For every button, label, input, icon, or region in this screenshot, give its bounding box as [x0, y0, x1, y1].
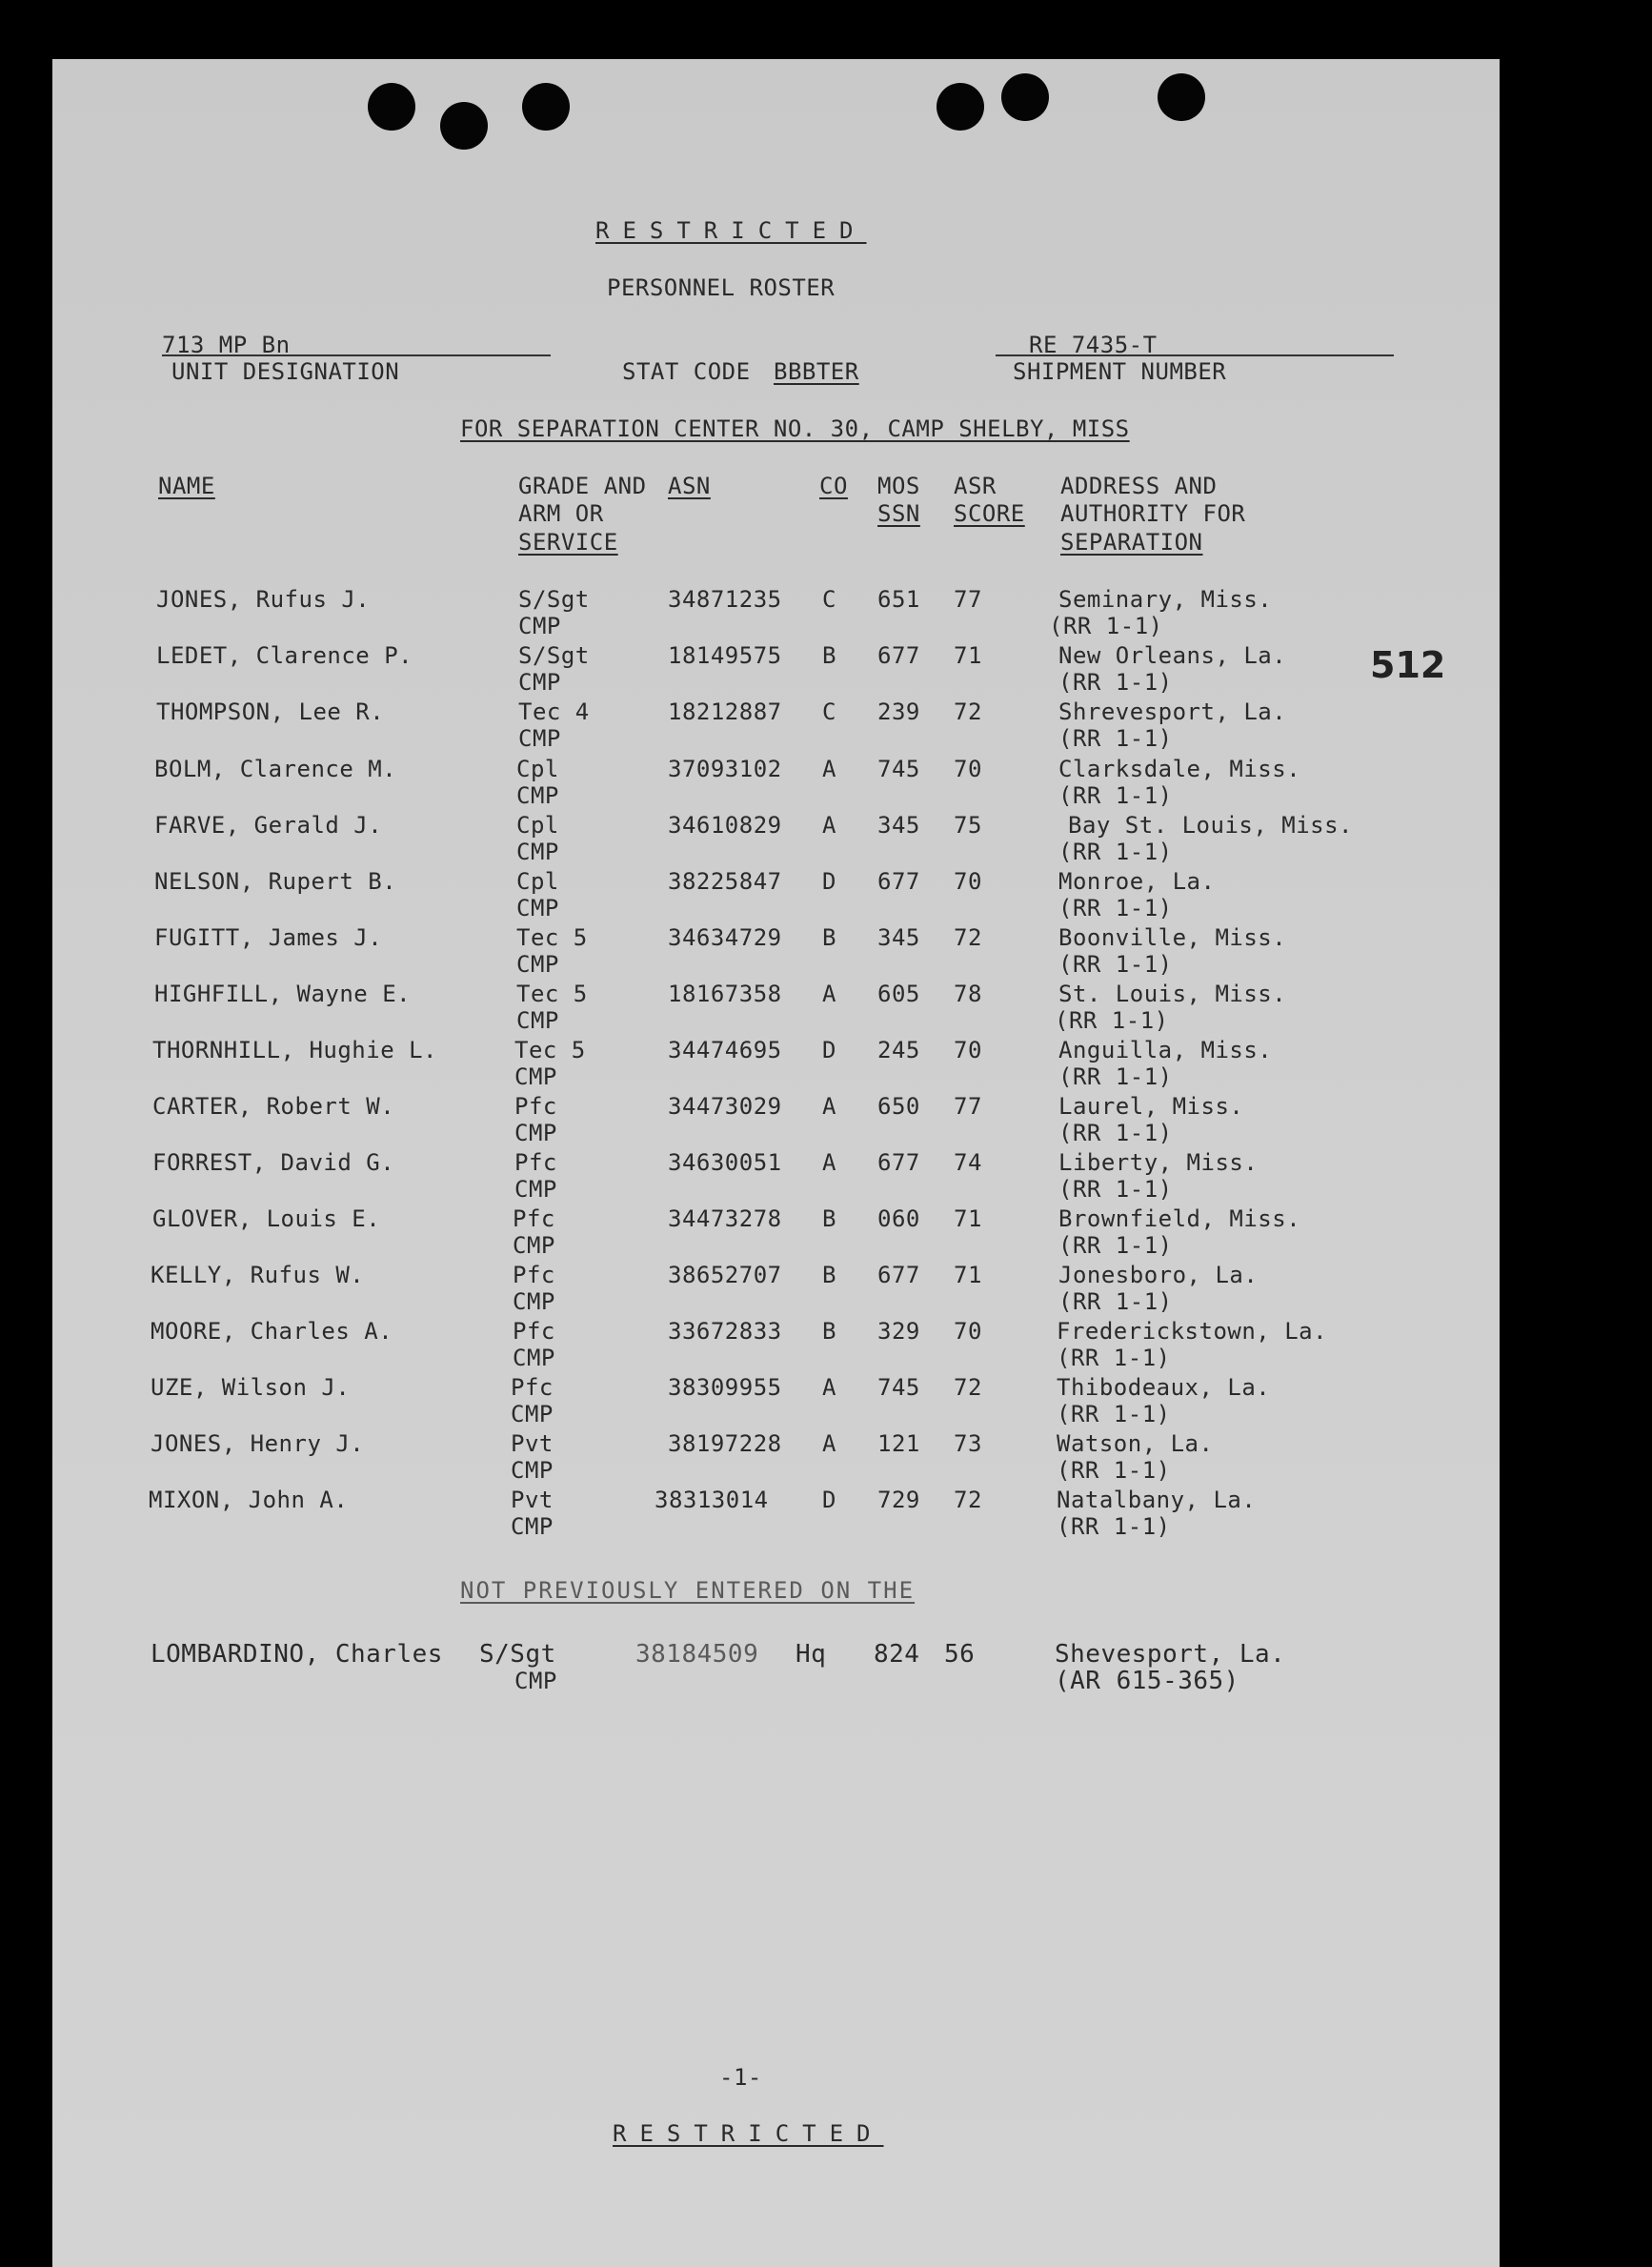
col-asr-l2: SCORE [954, 500, 1025, 527]
row-authority: (RR 1-1) [1049, 613, 1163, 639]
page-number: -1- [719, 2064, 762, 2091]
row-co: D [822, 868, 836, 895]
shipment-number-value: RE 7435-T [1029, 332, 1158, 358]
addendum-row [52, 1641, 1500, 1694]
row-grade: Pvt [511, 1430, 554, 1457]
row-authority: (RR 1-1) [1058, 1176, 1173, 1203]
row-co: B [822, 642, 836, 669]
row-co: A [822, 1430, 836, 1457]
row-grade: Tec 5 [516, 981, 588, 1007]
row-name: FORREST, David G. [152, 1149, 395, 1176]
row-co: D [822, 1037, 836, 1063]
row-arm: CMP [516, 951, 559, 978]
row-grade: Tec 4 [518, 698, 590, 725]
row-co: A [822, 1093, 836, 1120]
row-co: C [822, 586, 836, 613]
row-address: Laurel, Miss. [1058, 1093, 1244, 1120]
row-asn: 34474695 [668, 1037, 782, 1063]
row-asr: 70 [954, 1318, 982, 1345]
punch-hole-1 [368, 83, 415, 131]
row-grade: Pfc [513, 1318, 555, 1345]
row-asr: 71 [954, 1262, 982, 1288]
row-name: LOMBARDINO, Charles [151, 1640, 443, 1669]
row-asn: 38652707 [668, 1262, 782, 1288]
row-mos: 745 [877, 756, 920, 782]
row-grade: Pfc [511, 1374, 554, 1401]
row-co: A [822, 1374, 836, 1401]
row-co: B [822, 1318, 836, 1345]
row-grade: S/Sgt [518, 642, 590, 669]
row-co: A [822, 812, 836, 839]
row-asn: 18212887 [668, 698, 782, 725]
classification-top: RESTRICTED [595, 217, 867, 244]
row-mos: 677 [877, 642, 920, 669]
row-asn: 33672833 [668, 1318, 782, 1345]
row-arm: CMP [513, 1232, 555, 1259]
separation-center: FOR SEPARATION CENTER NO. 30, CAMP SHELBY, MISS [460, 415, 1130, 442]
shipment-number-label: SHIPMENT NUMBER [1013, 358, 1227, 385]
row-authority: (RR 1-1) [1058, 1063, 1173, 1090]
row-grade: Pfc [514, 1093, 557, 1120]
row-arm: CMP [518, 725, 561, 752]
row-mos: 329 [877, 1318, 920, 1345]
row-asn: 38197228 [668, 1430, 782, 1457]
unit-designation-value: 713 MP Bn [162, 332, 291, 358]
row-mos: 060 [877, 1205, 920, 1232]
row-address: Thibodeaux, La. [1057, 1374, 1271, 1401]
row-authority: (RR 1-1) [1058, 951, 1173, 978]
row-address: Boonville, Miss. [1058, 924, 1287, 951]
row-asr: 72 [954, 924, 982, 951]
row-name: JONES, Rufus J. [156, 586, 371, 613]
row-address: Frederickstown, La. [1057, 1318, 1328, 1345]
table-row [52, 698, 1500, 752]
row-asr: 77 [954, 1093, 982, 1120]
row-authority: (RR 1-1) [1058, 839, 1173, 865]
row-authority: (AR 615-365) [1055, 1667, 1239, 1695]
row-mos: 677 [877, 1149, 920, 1176]
row-address: Anguilla, Miss. [1058, 1037, 1273, 1063]
row-co: Hq [796, 1640, 827, 1669]
row-address: Watson, La. [1057, 1430, 1214, 1457]
row-co: A [822, 981, 836, 1007]
row-address: Clarksdale, Miss. [1058, 756, 1301, 782]
row-authority: (RR 1-1) [1058, 725, 1173, 752]
row-address: Natalbany, La. [1057, 1487, 1257, 1513]
row-grade: S/Sgt [479, 1640, 556, 1669]
classification-bottom: RESTRICTED [613, 2120, 884, 2147]
table-row [52, 812, 1500, 865]
table-row [52, 1205, 1500, 1259]
row-arm: CMP [514, 1176, 557, 1203]
roster-page [52, 59, 1500, 2267]
row-name: FUGITT, James J. [154, 924, 383, 951]
row-grade: Pfc [513, 1262, 555, 1288]
row-grade: S/Sgt [518, 586, 590, 613]
row-mos: 239 [877, 698, 920, 725]
table-row [52, 586, 1500, 639]
table-row [52, 1093, 1500, 1146]
row-name: LEDET, Clarence P. [156, 642, 413, 669]
table-row [52, 981, 1500, 1034]
row-name: THORNHILL, Hughie L. [152, 1037, 437, 1063]
row-grade: Pfc [514, 1149, 557, 1176]
table-row [52, 1037, 1500, 1090]
row-name: MIXON, John A. [149, 1487, 349, 1513]
row-grade: Pvt [511, 1487, 554, 1513]
row-address: Shevesport, La. [1055, 1640, 1286, 1669]
row-asr: 78 [954, 981, 982, 1007]
row-co: C [822, 698, 836, 725]
punch-hole-4 [937, 83, 984, 131]
row-address: New Orleans, La. [1058, 642, 1287, 669]
row-asr: 72 [954, 698, 982, 725]
row-authority: (RR 1-1) [1057, 1345, 1171, 1371]
row-name: MOORE, Charles A. [151, 1318, 393, 1345]
row-asr: 70 [954, 1037, 982, 1063]
row-mos: 345 [877, 812, 920, 839]
addendum-heading: NOT PREVIOUSLY ENTERED ON THE [460, 1577, 916, 1604]
row-co: D [822, 1487, 836, 1513]
row-grade: Cpl [516, 812, 559, 839]
unit-designation-line [162, 354, 551, 356]
table-row [52, 868, 1500, 921]
row-arm: CMP [516, 782, 559, 809]
row-asn: 34634729 [668, 924, 782, 951]
row-asr: 56 [944, 1640, 976, 1669]
row-authority: (RR 1-1) [1058, 1232, 1173, 1259]
table-row [52, 1374, 1500, 1427]
document-title: PERSONNEL ROSTER [607, 274, 836, 301]
row-authority: (RR 1-1) [1058, 782, 1173, 809]
shipment-number-line [996, 354, 1394, 356]
row-co: B [822, 1262, 836, 1288]
row-co: A [822, 1149, 836, 1176]
row-co: B [822, 1205, 836, 1232]
row-arm: CMP [516, 839, 559, 865]
col-address-l3: SEPARATION [1060, 529, 1203, 556]
row-name: FARVE, Gerald J. [154, 812, 383, 839]
row-grade: Tec 5 [514, 1037, 586, 1063]
row-arm: CMP [518, 613, 561, 639]
col-address-l2: AUTHORITY FOR [1060, 500, 1246, 527]
table-row [52, 1318, 1500, 1371]
row-asn: 37093102 [668, 756, 782, 782]
row-grade: Cpl [516, 756, 559, 782]
punch-hole-6 [1158, 73, 1205, 121]
row-authority: (RR 1-1) [1055, 1007, 1169, 1034]
row-address: Seminary, Miss. [1058, 586, 1273, 613]
row-asn: 38184509 [635, 1640, 759, 1669]
row-authority: (RR 1-1) [1058, 669, 1173, 696]
row-grade: Pfc [513, 1205, 555, 1232]
row-name: NELSON, Rupert B. [154, 868, 397, 895]
col-mos-l2: SSN [877, 500, 920, 527]
row-arm: CMP [516, 895, 559, 921]
row-authority: (RR 1-1) [1058, 1120, 1173, 1146]
row-authority: (RR 1-1) [1058, 895, 1173, 921]
punch-hole-3 [522, 83, 570, 131]
row-mos: 650 [877, 1093, 920, 1120]
row-asn: 34473278 [668, 1205, 782, 1232]
row-mos: 729 [877, 1487, 920, 1513]
row-name: BOLM, Clarence M. [154, 756, 397, 782]
row-name: KELLY, Rufus W. [151, 1262, 365, 1288]
col-grade-l1: GRADE AND [518, 473, 647, 499]
row-mos: 605 [877, 981, 920, 1007]
row-arm: CMP [513, 1288, 555, 1315]
col-address-l1: ADDRESS AND [1060, 473, 1218, 499]
row-co: A [822, 756, 836, 782]
row-mos: 824 [874, 1640, 920, 1669]
row-address: Shrevesport, La. [1058, 698, 1287, 725]
row-authority: (RR 1-1) [1057, 1457, 1171, 1484]
punch-hole-2 [440, 102, 488, 150]
col-asn: ASN [668, 473, 711, 499]
row-asn: 18149575 [668, 642, 782, 669]
row-name: UZE, Wilson J. [151, 1374, 351, 1401]
row-arm: CMP [513, 1345, 555, 1371]
table-row [52, 756, 1500, 809]
row-mos: 651 [877, 586, 920, 613]
row-grade: Tec 5 [516, 924, 588, 951]
row-asn: 34610829 [668, 812, 782, 839]
col-grade-l3: SERVICE [518, 529, 618, 556]
row-arm: CMP [514, 1120, 557, 1146]
punch-hole-5 [1001, 73, 1049, 121]
row-co: B [822, 924, 836, 951]
row-arm: CMP [514, 1063, 557, 1090]
row-address: Bay St. Louis, Miss. [1068, 812, 1353, 839]
col-name: NAME [158, 473, 215, 499]
row-address: Brownfield, Miss. [1058, 1205, 1301, 1232]
col-co: CO [819, 473, 848, 499]
row-authority: (RR 1-1) [1058, 1288, 1173, 1315]
row-asr: 70 [954, 868, 982, 895]
row-address: Liberty, Miss. [1058, 1149, 1259, 1176]
row-arm: CMP [511, 1401, 554, 1427]
row-asr: 74 [954, 1149, 982, 1176]
row-asr: 73 [954, 1430, 982, 1457]
row-asr: 77 [954, 586, 982, 613]
row-grade: Cpl [516, 868, 559, 895]
unit-designation-label: UNIT DESIGNATION [171, 358, 400, 385]
stat-code-label: STAT CODE [622, 358, 751, 385]
row-address: Monroe, La. [1058, 868, 1216, 895]
row-asr: 70 [954, 756, 982, 782]
row-asn: 38313014 [655, 1487, 769, 1513]
col-mos-l1: MOS [877, 473, 920, 499]
row-authority: (RR 1-1) [1057, 1401, 1171, 1427]
table-row [52, 1430, 1500, 1484]
table-row [52, 1487, 1500, 1540]
row-asr: 71 [954, 1205, 982, 1232]
row-name: CARTER, Robert W. [152, 1093, 395, 1120]
row-mos: 677 [877, 868, 920, 895]
row-address: St. Louis, Miss. [1058, 981, 1287, 1007]
row-mos: 121 [877, 1430, 920, 1457]
row-asn: 34473029 [668, 1093, 782, 1120]
row-name: HIGHFILL, Wayne E. [154, 981, 412, 1007]
page-stamp: 512 [1370, 644, 1446, 686]
row-mos: 745 [877, 1374, 920, 1401]
row-mos: 677 [877, 1262, 920, 1288]
col-grade-l2: ARM OR [518, 500, 604, 527]
row-asn: 34871235 [668, 586, 782, 613]
row-asr: 71 [954, 642, 982, 669]
row-arm: CMP [518, 669, 561, 696]
table-row [52, 642, 1500, 696]
row-name: GLOVER, Louis E. [152, 1205, 381, 1232]
row-asn: 38309955 [668, 1374, 782, 1401]
row-asn: 18167358 [668, 981, 782, 1007]
row-address: Jonesboro, La. [1058, 1262, 1259, 1288]
row-mos: 345 [877, 924, 920, 951]
stat-code-value: BBBTER [774, 358, 859, 385]
table-row [52, 1262, 1500, 1315]
row-authority: (RR 1-1) [1057, 1513, 1171, 1540]
row-asr: 75 [954, 812, 982, 839]
row-asn: 38225847 [668, 868, 782, 895]
col-asr-l1: ASR [954, 473, 997, 499]
row-name: JONES, Henry J. [151, 1430, 365, 1457]
row-asr: 72 [954, 1374, 982, 1401]
row-arm: CMP [516, 1007, 559, 1034]
row-arm: CMP [511, 1457, 554, 1484]
row-mos: 245 [877, 1037, 920, 1063]
table-row [52, 924, 1500, 978]
row-arm: CMP [514, 1668, 557, 1694]
row-asn: 34630051 [668, 1149, 782, 1176]
row-asr: 72 [954, 1487, 982, 1513]
row-arm: CMP [511, 1513, 554, 1540]
row-name: THOMPSON, Lee R. [156, 698, 385, 725]
table-row [52, 1149, 1500, 1203]
